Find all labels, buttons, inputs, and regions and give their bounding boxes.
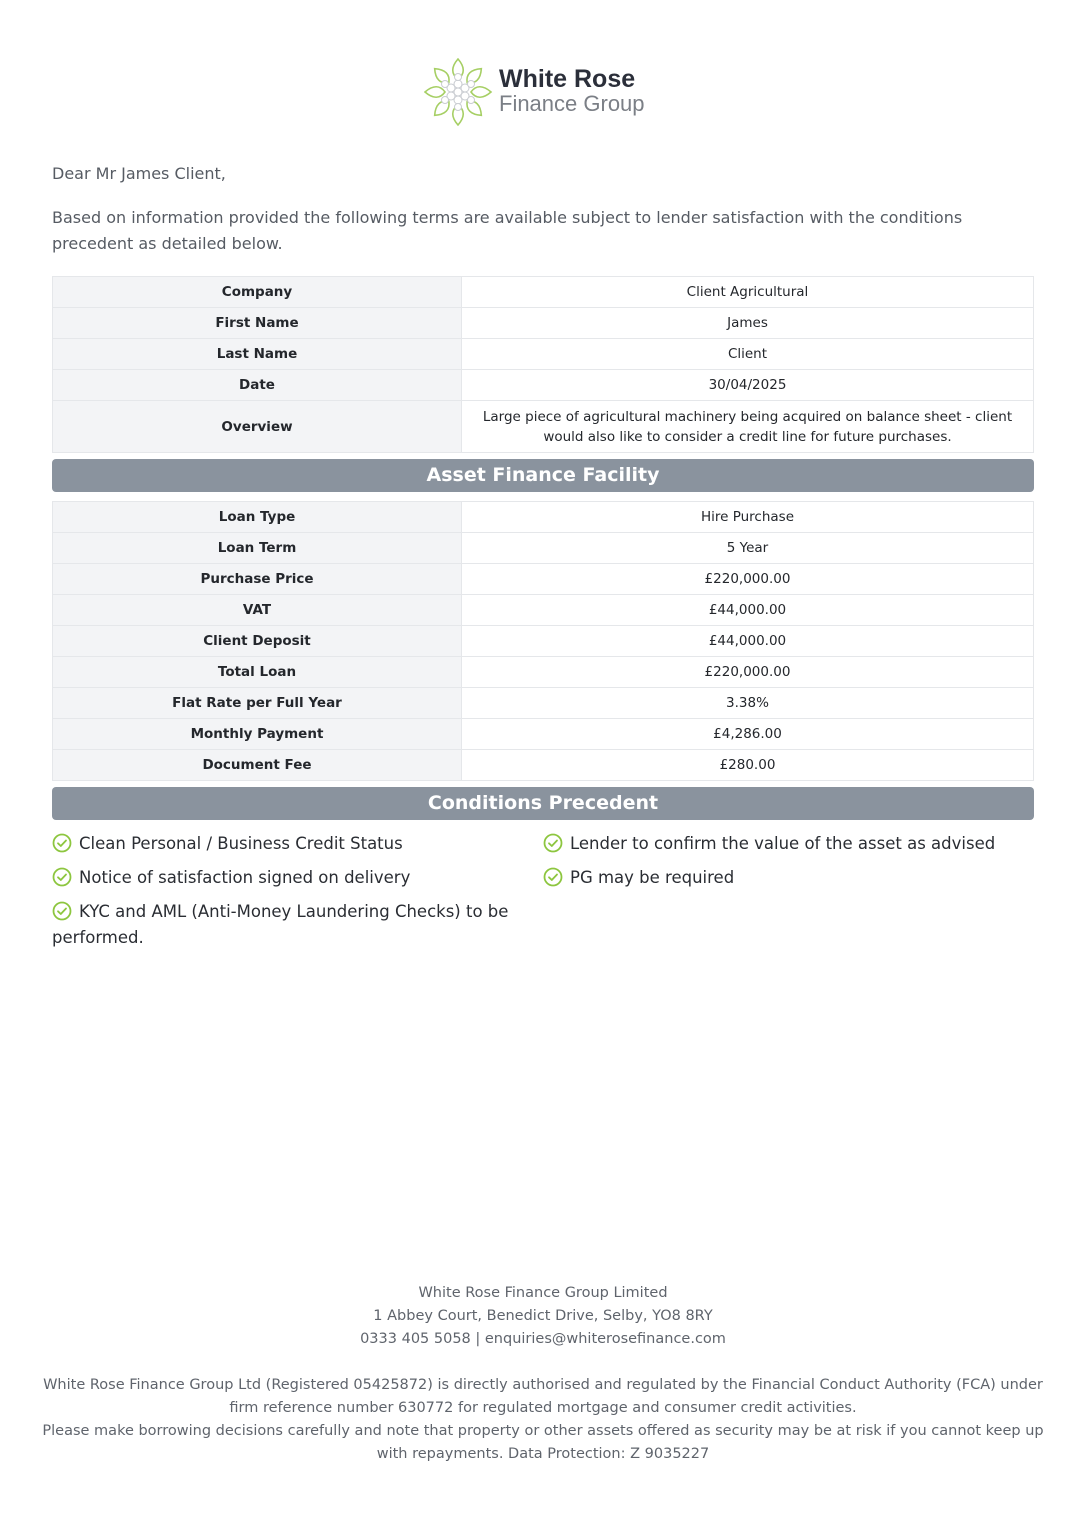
table-row xyxy=(53,688,1034,719)
intro-paragraph: Based on information provided the following terms are available subject to lender satisfaction with the conditions precedent as detailed below. xyxy=(52,208,963,253)
condition-item xyxy=(543,831,1033,857)
row-value: £4,286.00 xyxy=(462,719,1034,750)
check-circle-icon xyxy=(52,833,72,853)
table-row xyxy=(53,339,1034,370)
logo-line-1: White Rose xyxy=(499,65,636,93)
table-row xyxy=(53,564,1034,595)
table-row xyxy=(53,657,1034,688)
row-label: Loan Term xyxy=(53,533,462,564)
table-row xyxy=(53,533,1034,564)
condition-item xyxy=(52,899,547,951)
row-value: Hire Purchase xyxy=(462,502,1034,533)
condition-item xyxy=(52,831,532,857)
section-header-conditions: Conditions Precedent xyxy=(52,787,1034,820)
table-row xyxy=(53,719,1034,750)
table-row xyxy=(53,595,1034,626)
row-label: Overview xyxy=(53,401,462,453)
row-value: £280.00 xyxy=(462,750,1034,781)
row-label: Loan Type xyxy=(53,502,462,533)
row-value: 30/04/2025 xyxy=(462,370,1034,401)
row-label: First Name xyxy=(53,308,462,339)
row-value: £44,000.00 xyxy=(462,595,1034,626)
row-label: Document Fee xyxy=(53,750,462,781)
condition-text: Lender to confirm the value of the asset as advised xyxy=(570,834,996,853)
footer-contact: 0333 405 5058 | enquiries@whiterosefinance.com xyxy=(360,1331,726,1347)
table-row xyxy=(53,626,1034,657)
condition-text: Notice of satisfaction signed on delivery xyxy=(79,868,411,887)
table-row xyxy=(53,370,1034,401)
row-label: Last Name xyxy=(53,339,462,370)
check-circle-icon xyxy=(543,867,563,887)
footer-regulation-text: White Rose Finance Group Ltd (Registered 05425872) is directly authorised and regulated by the Financial Conduct Authority (FCA) under firm reference number 630772 for regulated mortgage and consumer credit activities. xyxy=(43,1377,1043,1416)
row-label: Monthly Payment xyxy=(53,719,462,750)
condition-text: Clean Personal / Business Credit Status xyxy=(79,834,403,853)
logo-line-2: Finance Group xyxy=(499,91,645,116)
check-circle-icon xyxy=(543,833,563,853)
row-label: Client Deposit xyxy=(53,626,462,657)
asset-finance-table xyxy=(52,501,1034,781)
condition-text: KYC and AML (Anti-Money Laundering Checks) to be performed. xyxy=(52,902,509,947)
condition-item xyxy=(543,865,1033,891)
table-row xyxy=(53,502,1034,533)
row-value: £44,000.00 xyxy=(462,626,1034,657)
row-value: Large piece of agricultural machinery being acquired on balance sheet - client would also like to consider a credit line for future purchases. xyxy=(462,401,1034,453)
table-row xyxy=(53,277,1034,308)
section-header-asset-finance: Asset Finance Facility xyxy=(52,459,1034,492)
footer-legal-notice xyxy=(40,1374,1046,1466)
row-value: Client xyxy=(462,339,1034,370)
table-row xyxy=(53,308,1034,339)
condition-text: PG may be required xyxy=(570,868,735,887)
row-label: VAT xyxy=(53,595,462,626)
row-value: 3.38% xyxy=(462,688,1034,719)
row-label: Date xyxy=(53,370,462,401)
client-details-table xyxy=(52,276,1034,453)
table-row xyxy=(53,401,1034,453)
row-label: Company xyxy=(53,277,462,308)
row-value: 5 Year xyxy=(462,533,1034,564)
row-label: Flat Rate per Full Year xyxy=(53,688,462,719)
check-circle-icon xyxy=(52,867,72,887)
table-row xyxy=(53,750,1034,781)
greeting: Dear Mr James Client, xyxy=(52,164,226,183)
row-label: Purchase Price xyxy=(53,564,462,595)
row-value: Client Agricultural xyxy=(462,277,1034,308)
row-value: James xyxy=(462,308,1034,339)
footer-address: 1 Abbey Court, Benedict Drive, Selby, YO8 8RY xyxy=(373,1308,713,1324)
row-value: £220,000.00 xyxy=(462,564,1034,595)
row-label: Total Loan xyxy=(53,657,462,688)
condition-item xyxy=(52,865,532,891)
check-circle-icon xyxy=(52,901,72,921)
company-logo xyxy=(424,58,664,126)
footer-company-name: White Rose Finance Group Limited xyxy=(418,1285,668,1301)
footer-company-info xyxy=(40,1282,1046,1351)
row-value: £220,000.00 xyxy=(462,657,1034,688)
logo-wordmark xyxy=(499,67,645,115)
rose-emblem-icon xyxy=(424,58,494,126)
footer-risk-warning: Please make borrowing decisions carefully and note that property or other assets offered as security may be at risk if you cannot keep up with repayments. Data Protection: Z 9035227 xyxy=(42,1423,1044,1462)
